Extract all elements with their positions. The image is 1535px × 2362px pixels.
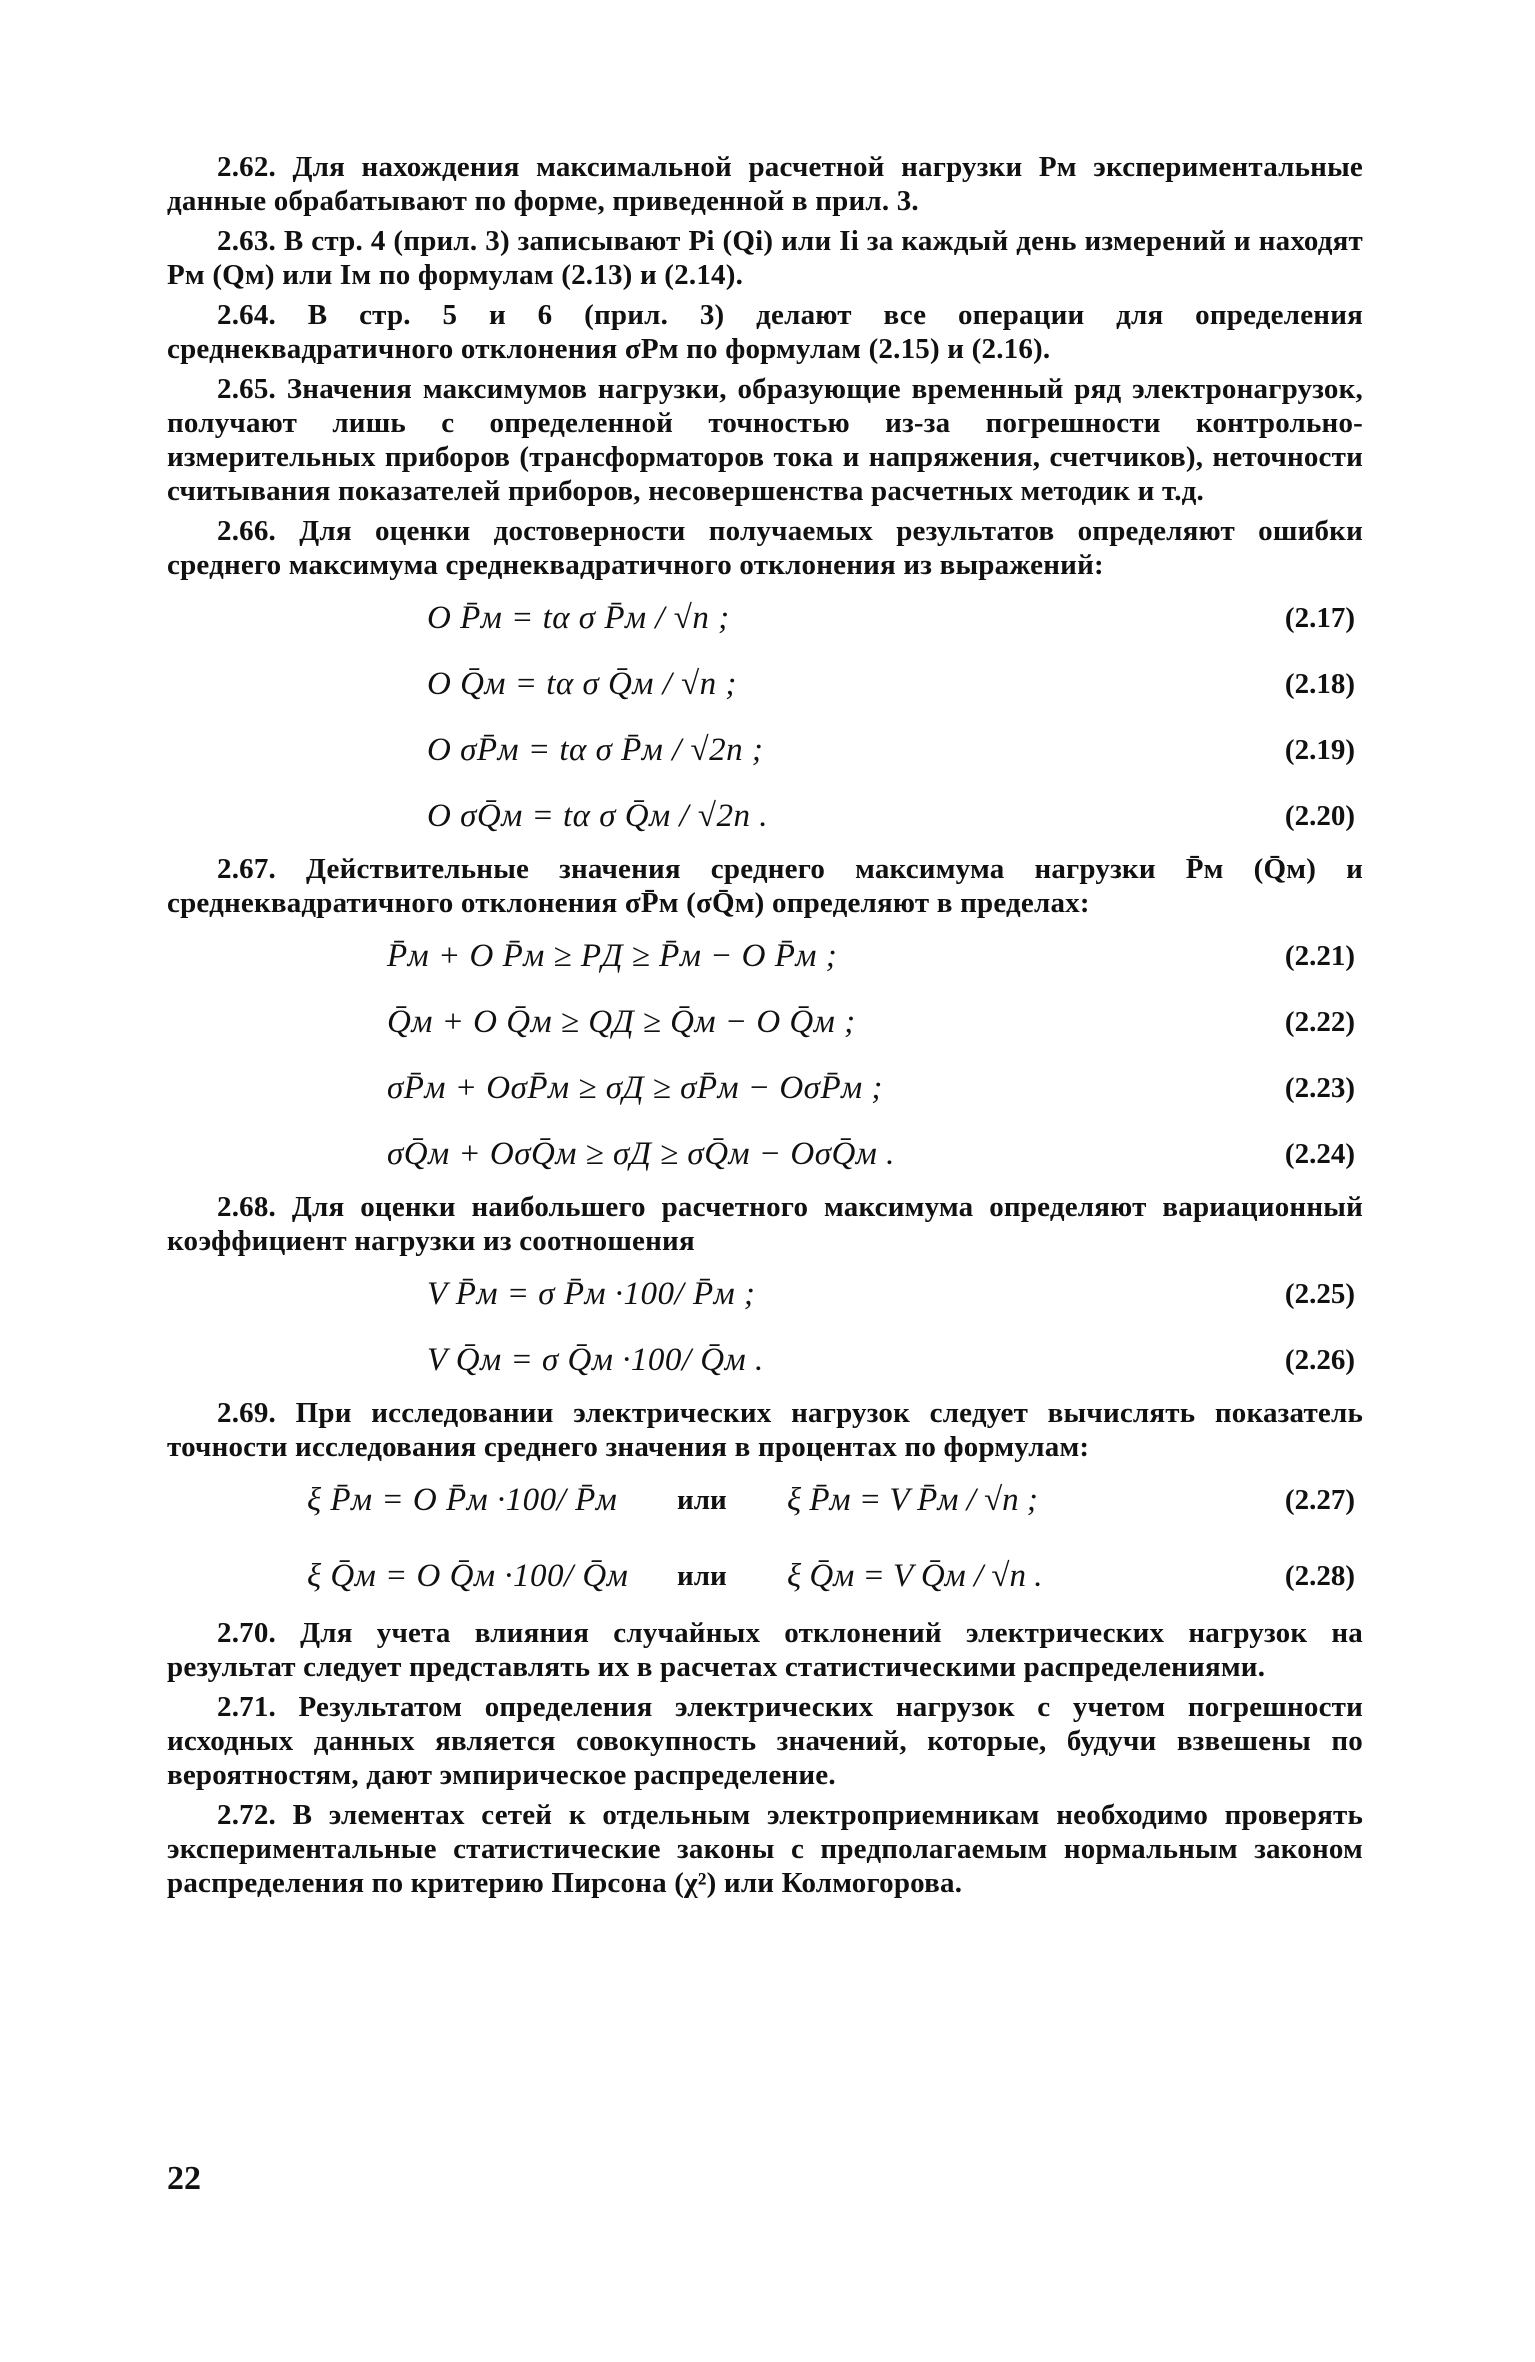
equation-number: (2.17) xyxy=(1284,602,1355,634)
formula-expression: Q̄м + O Q̄м ≥ QД ≥ Q̄м − O Q̄м ; xyxy=(387,1004,856,1040)
paragraph-2-69: 2.69. При исследовании электрических нагрузок следует вычислять показатель точности исследования среднего значения в процентах по формулам: xyxy=(167,1397,1363,1463)
formula-expression: O σQ̄м = tα σ Q̄м / √2n . xyxy=(427,798,768,834)
formula-expression: σP̄м + OσP̄м ≥ σД ≥ σP̄м − OσP̄м ; xyxy=(387,1070,883,1106)
formula-2-25 xyxy=(167,1264,1363,1330)
formula-expression: V Q̄м = σ Q̄м ·100/ Q̄м . xyxy=(427,1342,764,1378)
equation-number: (2.28) xyxy=(1284,1560,1355,1592)
formula-2-26 xyxy=(167,1330,1363,1396)
formula-2-21 xyxy=(167,926,1363,992)
equation-number: (2.21) xyxy=(1284,940,1355,972)
formula-2-22 xyxy=(167,992,1363,1058)
page-body xyxy=(167,150,1363,1906)
equation-number: (2.20) xyxy=(1284,800,1355,832)
paragraph-2-70: 2.70. Для учета влияния случайных отклонений электрических нагрузок на результат следует представлять их в расчетах статистическими распределениями. xyxy=(167,1617,1363,1683)
paragraph-2-71: 2.71. Результатом определения электрических нагрузок с учетом погрешности исходных данных является совокупность значений, которые, будучи взвешены по вероятностям, дают эмпирическое распределение. xyxy=(167,1691,1363,1791)
equation-number: (2.24) xyxy=(1284,1138,1355,1170)
formula-2-23 xyxy=(167,1058,1363,1124)
formula-left: ξ P̄м = O P̄м ·100/ P̄м xyxy=(307,1482,618,1518)
equation-number: (2.27) xyxy=(1284,1484,1355,1516)
formula-left: ξ Q̄м = O Q̄м ·100/ Q̄м xyxy=(307,1558,629,1594)
paragraph-2-68: 2.68. Для оценки наибольшего расчетного максимума определяют вариационный коэффициент нагрузки из соотношения xyxy=(167,1191,1363,1257)
equation-number: (2.18) xyxy=(1284,668,1355,700)
formula-expression: σQ̄м + OσQ̄м ≥ σД ≥ σQ̄м − OσQ̄м . xyxy=(387,1136,895,1172)
paragraph-2-64: 2.64. В стр. 5 и 6 (прил. 3) делают все операции для определения среднеквадратичного отклонения σPм по формулам (2.15) и (2.16). xyxy=(167,299,1363,365)
paragraph-2-63: 2.63. В стр. 4 (прил. 3) записывают Pi (Qi) или Ii за каждый день измерений и находят Pм (Qм) или Iм по формулам (2.13) и (2.14). xyxy=(167,225,1363,291)
formula-right: ξ P̄м = V P̄м / √n ; xyxy=(787,1482,1038,1518)
equation-number: (2.19) xyxy=(1284,734,1355,766)
paragraph-2-72: 2.72. В элементах сетей к отдельным электроприемникам необходимо проверять экспериментальные статистические законы с предполагаемым нормальным законом распределения по критерию Пирсона (χ²) или Колмогорова. xyxy=(167,1799,1363,1899)
paragraph-2-62: 2.62. Для нахождения максимальной расчетной нагрузки Pм экспериментальные данные обрабатывают по форме, приведенной в прил. 3. xyxy=(167,151,1363,217)
formula-2-19 xyxy=(167,720,1363,786)
formula-2-27 xyxy=(167,1470,1363,1536)
formula-expression: O Q̄м = tα σ Q̄м / √n ; xyxy=(427,666,737,702)
formula-expression: O P̄м = tα σ P̄м / √n ; xyxy=(427,600,730,636)
formula-or: или xyxy=(677,1560,727,1592)
formula-expression: O σP̄м = tα σ P̄м / √2n ; xyxy=(427,732,764,768)
formula-expression: P̄м + O P̄м ≥ PД ≥ P̄м − O P̄м ; xyxy=(387,938,838,974)
equation-number: (2.25) xyxy=(1284,1278,1355,1310)
formula-right: ξ Q̄м = V Q̄м / √n . xyxy=(787,1558,1043,1594)
equation-number: (2.22) xyxy=(1284,1006,1355,1038)
formula-2-20 xyxy=(167,786,1363,852)
page-number: 22 xyxy=(167,2160,201,2197)
formula-expression: V P̄м = σ P̄м ·100/ P̄м ; xyxy=(427,1276,756,1312)
formula-2-24 xyxy=(167,1124,1363,1190)
equation-number: (2.26) xyxy=(1284,1344,1355,1376)
equation-number: (2.23) xyxy=(1284,1072,1355,1104)
formula-2-17 xyxy=(167,588,1363,654)
formula-or: или xyxy=(677,1484,727,1516)
paragraph-2-67: 2.67. Действительные значения среднего максимума нагрузки P̄м (Q̄м) и среднеквадратичного отклонения σP̄м (σQ̄м) определяют в пределах: xyxy=(167,853,1363,919)
paragraph-2-66: 2.66. Для оценки достоверности получаемых результатов определяют ошибки среднего максимума среднеквадратичного отклонения из выражений: xyxy=(167,515,1363,581)
formula-2-28 xyxy=(167,1536,1363,1616)
formula-2-18 xyxy=(167,654,1363,720)
paragraph-2-65: 2.65. Значения максимумов нагрузки, образующие временный ряд электронагрузок, получают лишь с определенной точностью из-за погрешности контрольно-измерительных приборов (трансформаторов тока и напряжения, счетчиков), неточности считывания показателей приборов, несовершенства расчетных методик и т.д. xyxy=(167,373,1363,507)
